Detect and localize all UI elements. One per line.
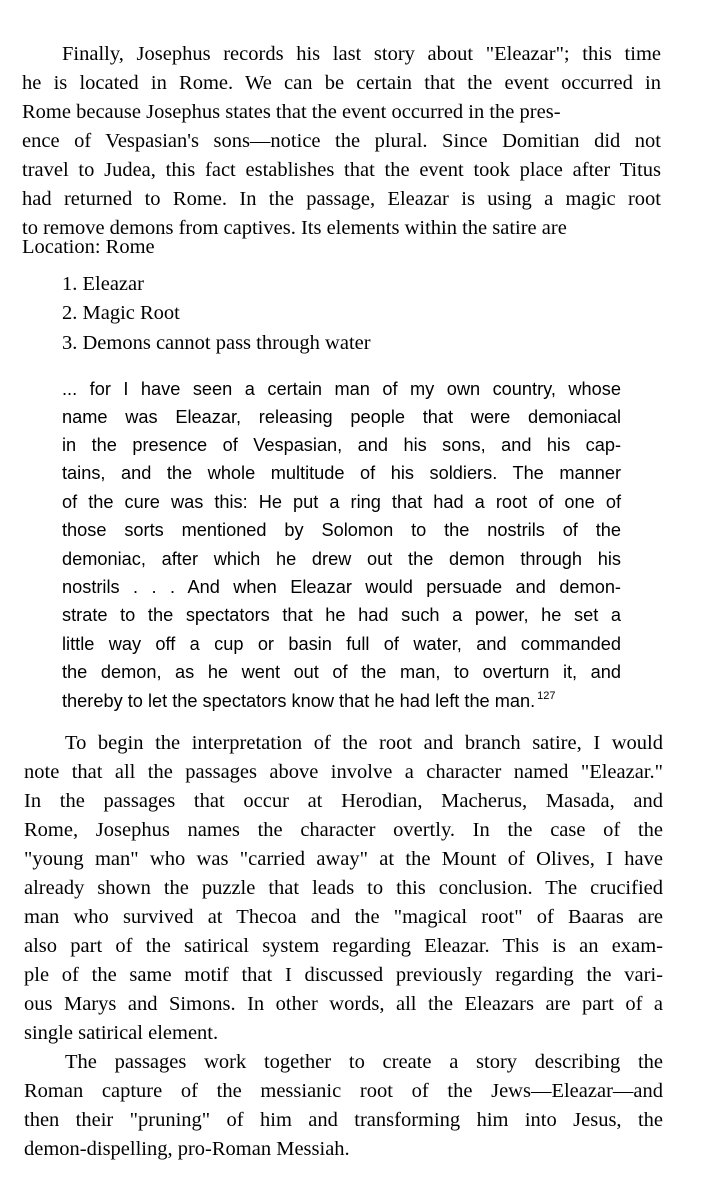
text-line: To begin the interpretation of the root and branch satire, I would (65, 732, 663, 754)
quote-line: little way off a cup or basin full of water, and commanded (62, 634, 621, 654)
text-line: Finally, Josephus records his last story about "Eleazar"; this time (62, 43, 661, 65)
footnote-reference[interactable]: 127 (537, 690, 556, 702)
text-line: he is located in Rome. We can be certain that the event occurred in (22, 72, 661, 94)
text-line: single satirical element. (24, 1022, 219, 1044)
text-line: The passages work together to create a story describing the (65, 1051, 663, 1073)
location-label: Location: Rome (22, 236, 155, 258)
list-item-text: Magic Root (82, 302, 180, 324)
quote-line: those sorts mentioned by Solomon to the nostrils of the (62, 520, 621, 540)
quote-line: of the cure was this: He put a ring that had a root of one of (62, 492, 621, 512)
quote-line: tains, and the whole multitude of his soldiers. The manner (62, 463, 621, 483)
list-item-number: 2. (62, 302, 78, 324)
list-item (62, 329, 462, 358)
text-line: Roman capture of the messianic root of the Jews—Eleazar—and (24, 1080, 663, 1102)
text-line: also part of the satirical system regarding Eleazar. This is an exam- (24, 935, 663, 957)
list-item-number: 3. (62, 332, 78, 354)
text-line: In the passages that occur at Herodian, Macherus, Masada, and (24, 790, 663, 812)
text-line: travel to Judea, this fact establishes that the event took place after Titus (22, 159, 661, 181)
text-line: ence of Vespasian's sons—notice the plural. Since Domitian did not (22, 130, 661, 152)
text-line: already shown the puzzle that leads to this conclusion. The crucified (24, 877, 663, 899)
quote-line: in the presence of Vespasian, and his sons, and his cap- (62, 435, 621, 455)
quote-line: nostrils . . . And when Eleazar would persuade and demon- (62, 577, 621, 597)
list-item-text: Demons cannot pass through water (82, 332, 371, 354)
quote-line: demoniac, after which he drew out the demon through his (62, 549, 621, 569)
text-line: then their "pruning" of him and transforming him into Jesus, the (24, 1109, 663, 1131)
list-item-number: 1. (62, 273, 78, 295)
text-line: man who survived at Thecoa and the "magical root" of Baaras are (24, 906, 663, 928)
list-item (62, 299, 462, 328)
quote-line: name was Eleazar, releasing people that were demoniacal (62, 407, 621, 427)
text-line: "young man" who was "carried away" at the Mount of Olives, I have (24, 848, 663, 870)
quote-line: strate to the spectators that he had such a power, he set a (62, 605, 621, 625)
text-line: to remove demons from captives. Its elements within the satire are (22, 217, 567, 239)
text-line: Rome because Josephus states that the event occurred in the pres- (22, 101, 561, 123)
text-line: note that all the passages above involve a character named "Eleazar." (24, 761, 663, 783)
text-line: ple of the same motif that I discussed previously regarding the vari- (24, 964, 663, 986)
list-item (62, 270, 462, 299)
text-line: Rome, Josephus names the character overtly. In the case of the (24, 819, 663, 841)
quote-text: thereby to let the spectators know that he had left the man. (62, 691, 536, 711)
quote-line: ... for I have seen a certain man of my own country, whose (62, 379, 621, 399)
text-line: ous Marys and Simons. In other words, all the Eleazars are part of a (24, 993, 663, 1015)
quote-line-last (62, 687, 621, 716)
text-line: demon-dispelling, pro-Roman Messiah. (24, 1138, 350, 1160)
text-line: had returned to Rome. In the passage, Eleazar is using a magic root (22, 188, 661, 210)
quote-line: the demon, as he went out of the man, to overturn it, and (62, 662, 621, 682)
list-item-text: Eleazar (82, 273, 144, 295)
